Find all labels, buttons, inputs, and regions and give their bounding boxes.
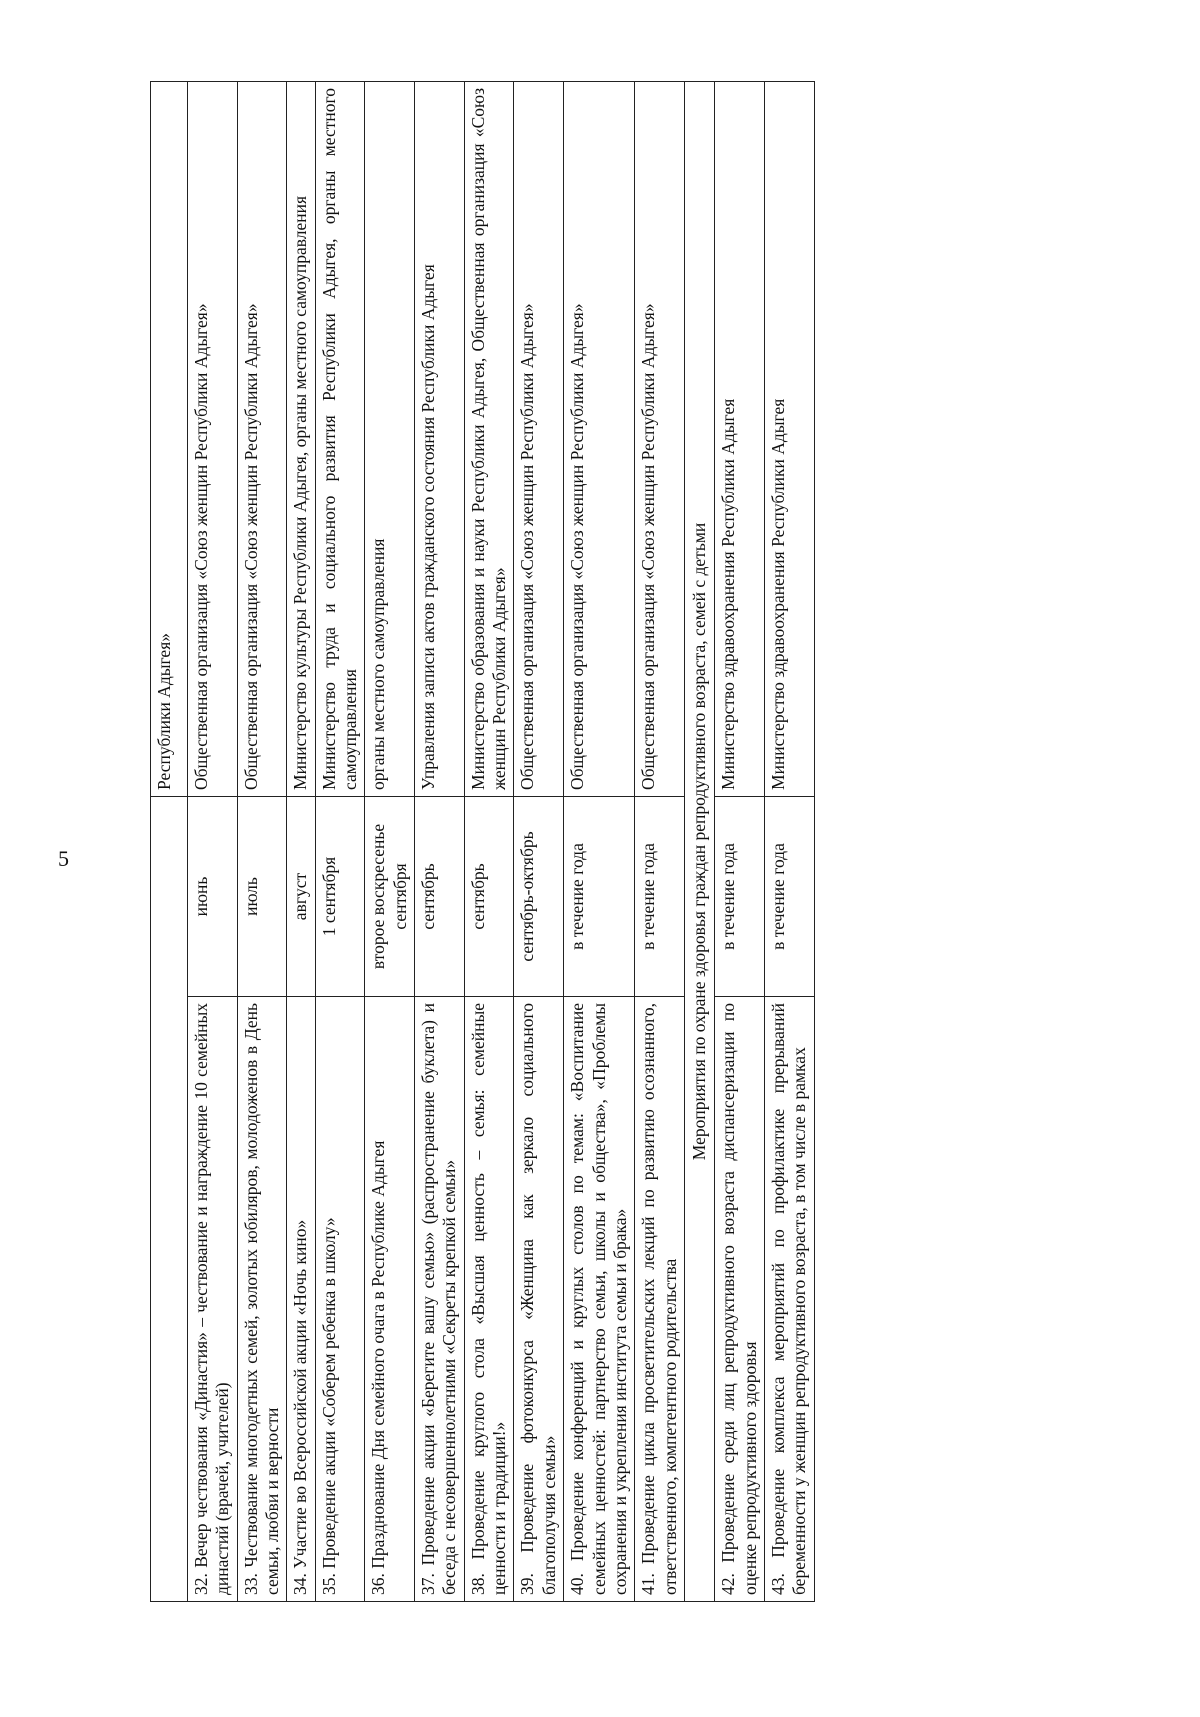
table-row: [764, 81, 814, 1601]
table-row: [287, 81, 315, 1601]
event-cell: [287, 997, 315, 1602]
table-row: [365, 81, 415, 1601]
row-number: 41.: [638, 1573, 659, 1595]
responsible-cell: Общественная организация «Союз женщин Республики Адыгея»: [188, 81, 238, 796]
event-text: Чествование многодетных семей, золотых юбиляров, молодоженов в День семьи, любви и верности: [240, 1003, 283, 1595]
event-cell: [464, 997, 514, 1602]
row-number: 36.: [368, 1573, 389, 1595]
row-number: 35.: [318, 1573, 339, 1595]
event-cell: [188, 997, 238, 1602]
event-text: Проведение цикла просветительских лекций по развитию осознанного, ответственного, компетентного родительства: [638, 1003, 680, 1595]
continuation-responsible: Республики Адыгея»: [151, 81, 188, 796]
row-number: 32.: [191, 1573, 211, 1595]
event-text: Участие во Всероссийской акции «Ночь кино»: [290, 1219, 311, 1569]
event-cell: [365, 997, 415, 1602]
table-row: [315, 81, 365, 1601]
event-cell: [237, 997, 287, 1602]
event-cell: [514, 997, 564, 1602]
responsible-cell: Министерство культуры Республики Адыгея, органы местного самоуправления: [287, 81, 315, 796]
time-cell: сентябрь-октябрь: [514, 796, 564, 996]
time-cell: в течение года: [715, 796, 765, 996]
time-cell: сентябрь: [415, 796, 465, 996]
time-cell: август: [287, 796, 315, 996]
responsible-cell: Министерство здравоохранения Республики Адыгея: [715, 81, 765, 796]
responsible-cell: Министерство образования и науки Республики Адыгея, Общественная организация «Союз женщин Республики Адыгея»: [464, 81, 514, 796]
event-cell: [564, 997, 635, 1602]
table-row: [415, 81, 465, 1601]
event-cell: [635, 997, 685, 1602]
event-cell: [715, 997, 765, 1602]
table-row: [237, 81, 287, 1601]
time-cell: в течение года: [764, 796, 814, 996]
event-text: Вечер чествования «Династия» – чествование и награждение 10 семейных династий (врачей, учителей): [191, 1002, 233, 1595]
time-cell: 1 сентября: [315, 796, 365, 996]
row-number: 38.: [467, 1573, 488, 1595]
event-text: Проведение фотоконкурса «Женщина как зеркало социального благополучия семьи»: [517, 1003, 559, 1595]
continuation-row: [151, 81, 188, 1601]
row-number: 39.: [517, 1573, 538, 1595]
table-row: [564, 81, 635, 1601]
event-cell: [415, 997, 465, 1602]
time-cell: в течение года: [564, 796, 635, 996]
row-number: 43.: [767, 1573, 788, 1595]
time-cell: июль: [237, 796, 287, 996]
time-cell: второе воскресенье сентября: [365, 796, 415, 996]
event-text: Празднование Дня семейного очага в Республике Адыгея: [368, 1140, 389, 1569]
table-row: [635, 81, 685, 1601]
table-row: [188, 81, 238, 1601]
responsible-cell: Общественная организация «Союз женщин Республики Адыгея»: [514, 81, 564, 796]
section-title: Мероприятия по охране здоровья граждан репродуктивного возраста, семей с детьми: [684, 81, 714, 1601]
responsible-cell: Общественная организация «Союз женщин Республики Адыгея»: [564, 81, 635, 796]
row-number: 42.: [718, 1573, 739, 1595]
event-text: Проведение конференций и круглых столов по темам: «Воспитание семейных ценностей: партнерство семьи, школы и общества», «Проблемы сохранения и укрепления института семьи и брака»: [567, 1002, 630, 1595]
table-row: [514, 81, 564, 1601]
section-header-row: [684, 81, 714, 1601]
event-text: Проведение круглого стола «Высшая ценность – семья: семейные ценности и традиции!»: [467, 1003, 510, 1595]
responsible-cell: Общественная организация «Союз женщин Республики Адыгея»: [237, 81, 287, 796]
time-cell: сентябрь: [464, 796, 514, 996]
row-number: 34.: [290, 1573, 311, 1595]
time-cell: июнь: [188, 796, 238, 996]
responsible-cell: органы местного самоуправления: [365, 81, 415, 796]
table-row: [715, 81, 765, 1601]
event-text: Проведение акции «Берегите вашу семью» (распространение буклета) и беседа с несовершеннолетними «Секреты крепкой семьи»: [418, 1003, 460, 1595]
row-number: 33.: [240, 1573, 261, 1595]
event-cell: [315, 997, 365, 1602]
event-text: Проведение среди лиц репродуктивного возраста диспансеризации по оценке репродуктивного здоровья: [718, 1003, 760, 1595]
table-row: [464, 81, 514, 1601]
event-cell: [764, 997, 814, 1602]
events-table-rotated: [150, 82, 1200, 1602]
row-number: 37.: [418, 1573, 439, 1595]
responsible-cell: Министерство труда и социального развития Республики Адыгея, органы местного самоуправления: [315, 81, 365, 796]
responsible-cell: Министерство здравоохранения Республики Адыгея: [764, 81, 814, 796]
responsible-cell: Управления записи актов гражданского состояния Республики Адыгея: [415, 81, 465, 796]
events-table: [150, 81, 815, 1602]
page-number: 5: [58, 846, 69, 871]
responsible-cell: Общественная организация «Союз женщин Республики Адыгея»: [635, 81, 685, 796]
event-text: Проведение акции «Соберем ребенка в школу»: [318, 1217, 339, 1569]
event-text: Проведение комплекса мероприятий по профилактике прерываний беременности у женщин репродуктивного возраста, в том числе в рамках: [767, 1003, 810, 1595]
time-cell: в течение года: [635, 796, 685, 996]
row-number: 40.: [567, 1573, 588, 1595]
